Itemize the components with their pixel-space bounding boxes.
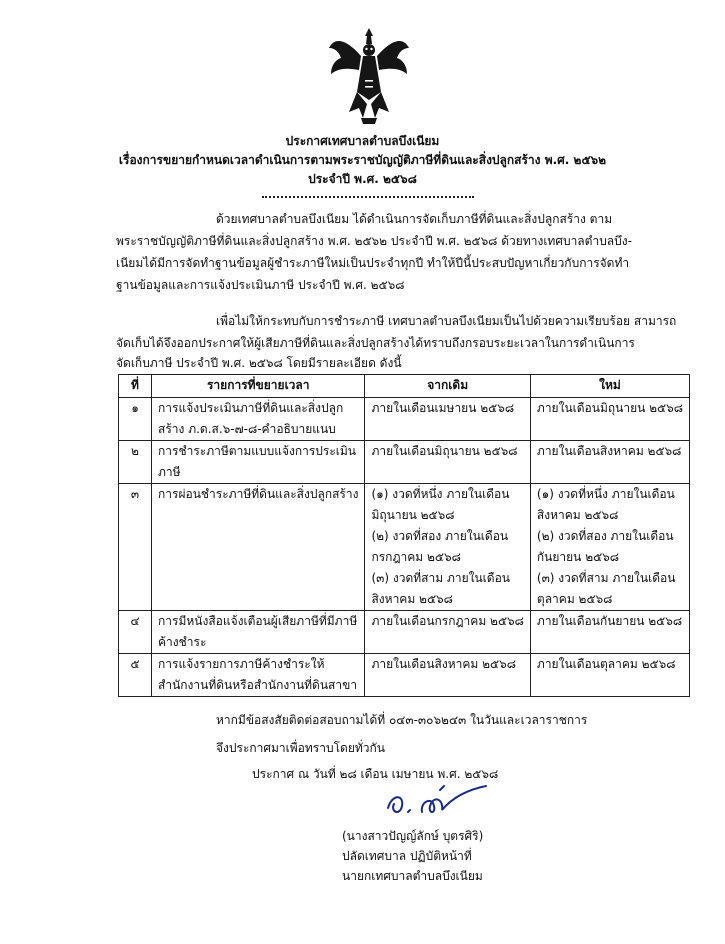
cell-text-line: ค้างชำระ: [158, 635, 207, 649]
table-header-row: [119, 375, 690, 398]
cell-text-line: ภายในเดือนมิถุนายน ๒๕๖๘: [536, 401, 683, 415]
signer-name: (นางสาวปัญญ์ลักษ์ บุตรศิริ): [342, 829, 484, 843]
row-item-cell: [152, 611, 365, 654]
paragraph-1-line-3: เนียมได้มีการจัดทำฐานข้อมูลผู้ชำระภาษีใหม่เป็นประจำทุกปี ทำให้ปีนี้ประสบปัญหาเกี่ยวกับการจัดทำ: [116, 256, 630, 270]
paragraph-2-line-1: เพื่อไม่ให้กระทบกับการชำระภาษี เทศบาลตำบลบึงเนียมเป็นไปด้วยความเรียบร้อย สามารถ: [216, 314, 677, 328]
paragraph-1-line-4: ฐานข้อมูลและการแจ้งประเมินภาษี ประจำปี พ.ศ. ๒๕๖๘: [116, 278, 405, 292]
row-new-deadline-cell: [530, 441, 689, 484]
paragraph-1-line-2: พระราชบัญญัติภาษีที่ดินและสิ่งปลูกสร้าง พ.ศ. ๒๕๖๒ ประจำปี พ.ศ. ๒๕๖๘ ด้วยทางเทศบาลตำบลบึง-: [116, 234, 632, 248]
cell-text-line: สิงหาคม ๒๕๖๘: [536, 508, 619, 522]
row-number: ๒: [119, 441, 152, 484]
dotted-divider: [262, 196, 474, 198]
row-new-deadline-cell: [530, 611, 689, 654]
cell-text-line: (๒) งวดที่สอง ภายในเดือน: [371, 529, 509, 543]
cell-text-line: ภาษี: [158, 465, 181, 479]
cell-text-line: การมีหนังสือแจ้งเตือนผู้เสียภาษีที่มีภาษี: [158, 614, 358, 628]
row-original-deadline-cell: [365, 484, 530, 611]
paragraph-1-line-1: ด้วยเทศบาลตำบลบึงเนียม ได้ดำเนินการจัดเก็บภาษีที่ดินและสิ่งปลูกสร้าง ตาม: [216, 212, 613, 226]
row-number: ๑: [119, 398, 152, 441]
cell-text-line: ภายในเดือนตุลาคม ๒๕๖๘: [536, 657, 676, 671]
row-number: ๕: [119, 654, 152, 697]
table-row: [119, 484, 690, 611]
extension-schedule-table: [118, 374, 690, 697]
handwritten-signature: [382, 778, 502, 822]
signer-position: ปลัดเทศบาล ปฏิบัติหน้าที่: [342, 849, 472, 863]
row-item-cell: [152, 484, 365, 611]
announcement-fiscal-year: ประจำปี พ.ศ. ๒๕๖๘: [308, 172, 417, 186]
column-header-original: จากเดิม: [365, 375, 530, 398]
cell-text-line: ภายในเดือนมิถุนายน ๒๕๖๘: [371, 444, 518, 458]
row-item-cell: [152, 398, 365, 441]
table-row: [119, 654, 690, 697]
column-header-new: ใหม่: [530, 375, 689, 398]
column-header-number: ที่: [119, 375, 152, 398]
cell-text-line: กรกฎาคม ๒๕๖๘: [371, 550, 461, 564]
announcement-subject: เรื่องการขยายกำหนดเวลาดำเนินการตามพระราชบัญญัติภาษีที่ดินและสิ่งปลูกสร้าง พ.ศ. ๒๕๖๒: [118, 153, 607, 167]
table-row: [119, 398, 690, 441]
cell-text-line: มิถุนายน ๒๕๖๘: [371, 508, 455, 522]
cell-text-line: (๑) งวดที่หนึ่ง ภายในเดือน: [536, 487, 675, 501]
cell-text-line: ภายในเดือนสิงหาคม ๒๕๖๘: [536, 444, 682, 458]
row-new-deadline-cell: [530, 484, 689, 611]
paragraph-2-line-3: จัดเก็บภาษี ประจำปี พ.ศ. ๒๕๖๘ โดยมีรายละเอียด ดังนี้: [116, 356, 402, 370]
row-original-deadline-cell: [365, 654, 530, 697]
cell-text-line: ภายในเดือนเมษายน ๒๕๖๘: [371, 401, 515, 415]
cell-text-line: ตุลาคม ๒๕๖๘: [536, 592, 613, 606]
cell-text-line: การแจ้งประเมินภาษีที่ดินและสิ่งปลูก: [158, 401, 344, 415]
row-number: ๔: [119, 611, 152, 654]
cell-text-line: ภายในเดือนกันยายน ๒๕๖๘: [536, 614, 683, 628]
cell-text-line: การชำระภาษีตามแบบแจ้งการประเมิน: [158, 444, 357, 458]
row-original-deadline-cell: [365, 611, 530, 654]
cell-text-line: (๒) งวดที่สอง ภายในเดือน: [536, 529, 674, 543]
cell-text-line: (๑) งวดที่หนึ่ง ภายในเดือน: [371, 487, 510, 501]
table-row: [119, 611, 690, 654]
row-original-deadline-cell: [365, 441, 530, 484]
garuda-emblem-icon: [325, 26, 413, 126]
cell-text-line: สำนักงานที่ดินหรือสำนักงานที่ดินสาขา: [158, 678, 358, 692]
cell-text-line: การผ่อนชำระภาษีที่ดินและสิ่งปลูกสร้าง: [158, 487, 359, 501]
cell-text-line: สิงหาคม ๒๕๖๘: [371, 592, 453, 606]
contact-info: หากมีข้อสงสัยติดต่อสอบถามได้ที่ ๐๔๓-๓๐๖๒๔๓ ในวันและเวลาราชการ: [216, 713, 588, 727]
signer-office: นายกเทศบาลตำบลบึงเนียม: [342, 869, 483, 883]
column-header-item: รายการที่ขยายเวลา: [152, 375, 365, 398]
table-row: [119, 441, 690, 484]
paragraph-2-line-2: จัดเก็บได้จึงออกประกาศให้ผู้เสียภาษีที่ดินและสิ่งปลูกสร้างได้ทราบถึงกรอบระยะเวลาในการดำเนินการ: [116, 336, 635, 350]
cell-text-line: สร้าง ภ.ด.ส.๖-๗-๘-คำอธิบายแนบ: [158, 422, 336, 436]
cell-text-line: ภายในเดือนสิงหาคม ๒๕๖๘: [371, 657, 516, 671]
cell-text-line: ภายในเดือนกรกฎาคม ๒๕๖๘: [371, 614, 524, 628]
cell-text-line: การแจ้งรายการภาษีค้างชำระให้: [158, 657, 325, 671]
cell-text-line: กันยายน ๒๕๖๘: [536, 550, 620, 564]
row-new-deadline-cell: [530, 654, 689, 697]
row-number: ๓: [119, 484, 152, 611]
row-new-deadline-cell: [530, 398, 689, 441]
cell-text-line: (๓) งวดที่สาม ภายในเดือน: [536, 571, 676, 585]
closing-statement: จึงประกาศมาเพื่อทราบโดยทั่วกัน: [216, 741, 385, 755]
row-item-cell: [152, 441, 365, 484]
announcement-issuer: ประกาศเทศบาลตำบลบึงเนียม: [285, 134, 440, 148]
announcement-date: ประกาศ ณ วันที่ ๒๘ เดือน เมษายน พ.ศ. ๒๕๖๘: [252, 767, 499, 781]
row-original-deadline-cell: [365, 398, 530, 441]
row-item-cell: [152, 654, 365, 697]
cell-text-line: (๓) งวดที่สาม ภายในเดือน: [371, 571, 510, 585]
